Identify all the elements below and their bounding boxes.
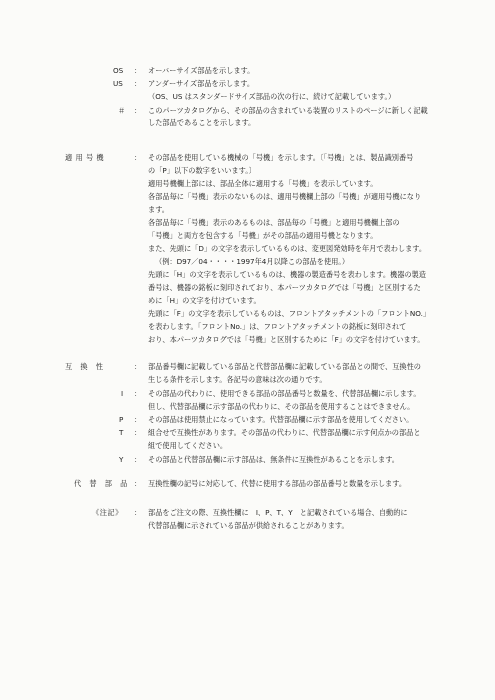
code-i-line: その部品の代わりに、使用できる部品の部品番号と数量を、代替部品欄に示します。 [148, 389, 421, 398]
colon: ： [134, 389, 142, 398]
code-i-line: 但し、代替部品欄に示す部品の代わりに、その部品を使用することはできません。 [148, 402, 415, 411]
us-description: アンダーサイズ部品を示します。 [148, 79, 255, 88]
applicable-unit-line: 適用号機欄上部には、部品全体に適用する「号機」を表示しています。 [148, 179, 378, 188]
colon: ： [134, 106, 142, 115]
colon: ： [134, 479, 142, 488]
applicable-unit-line: その部品を使用している機械の「号機」を示します。〔「号機」とは、製品識別番号 [148, 153, 414, 162]
applicable-unit-line: 先頭に「F」の文字を表示しているものは、フロントアタッチメントの「フロントNO.」 [148, 309, 431, 318]
hash-description-line: このパーツカタログから、その部品の含まれている装置のリストのページに新しく記載 [148, 106, 428, 115]
applicable-unit-line: また、先頭に「D」の文字を表示しているものは、変更図発効時を年月で表わします。 [148, 244, 427, 253]
label-note: 《注記》 [92, 508, 123, 517]
applicable-unit-line: ます。 [148, 205, 169, 214]
colon: ： [134, 415, 142, 424]
note-line: 代替部品欄に示されている部品が供給されることがあります。 [148, 521, 349, 530]
os-us-note: （OS、US はスタンダードサイズ部品の次の行に、続けて記載しています。） [148, 92, 396, 101]
code-os: OS [113, 66, 124, 75]
applicable-unit-line: を表わします。「フロントNo.」は、フロントアタッチメントの銘板に刻印されて [148, 322, 407, 331]
code-t: T [119, 428, 124, 437]
note-line: 部品をご注文の際、互換性欄に I、P、T、Y と記載されている場合、自動的に [148, 508, 408, 517]
applicable-unit-line: 番号は、機器の銘板に刻印されており、本パーツカタログでは「号機」と区別するた [148, 283, 421, 292]
code-hash: ＃ [118, 106, 126, 115]
colon: ： [134, 66, 142, 75]
colon: ： [134, 153, 142, 162]
code-us: US [113, 79, 123, 88]
code-i: I [121, 389, 124, 398]
applicable-unit-line: めに「H」の文字を付けています。 [148, 296, 261, 305]
hash-description-line: した部品であることを示します。 [148, 118, 256, 127]
substitute-parts-line: 互換性欄の記号に対応して、代替に使用する部品の部品番号と数量を示します。 [148, 479, 407, 488]
label-applicable-unit: 適 用 号 機 [65, 153, 105, 162]
os-description: オーバーサイズ部品を示します。 [148, 66, 255, 75]
code-p: P [119, 415, 124, 424]
applicable-unit-line: （例：D97／04・・・・1997年4月以降この部品を使用。） [155, 257, 350, 266]
applicable-unit-line: おり、本パーツカタログでは「号機」と区別するために「F」の文字を付けています。 [148, 335, 425, 344]
applicable-unit-line: 各部品毎に「号機」表示のないものは、適用号機欄上部の「号機」が適用号機になり [148, 192, 422, 201]
colon: ： [134, 362, 142, 371]
applicable-unit-line: 先頭に「H」の文字を表示しているものは、機器の製造番号を表わします。機器の製造 [148, 270, 426, 279]
applicable-unit-line: の「P」以下の数字をいいます。〕 [148, 166, 256, 175]
compatibility-line: 部品番号欄に記載している部品と代替部品欄に記載している部品との間で、互換性の [148, 362, 421, 371]
compatibility-line: 生じる条件を示します。各記号の意味は次の通りです。 [148, 375, 327, 384]
colon: ： [134, 455, 142, 464]
colon: ： [134, 508, 142, 517]
colon: ： [134, 428, 142, 437]
code-y: Y [119, 455, 124, 464]
code-t-line: 組で使用してください。 [148, 441, 228, 450]
code-p-line: その部品は使用禁止になっています。代替部品欄に示す部品を使用してください。 [148, 415, 414, 424]
label-substitute-parts: 代 替 部 品 [74, 479, 128, 488]
applicable-unit-line: 「号機」と両方を包含する「号機」がその部品の適用号機となります。 [148, 231, 378, 240]
applicable-unit-line: 各部品毎に「号機」表示のあるものは、部品毎の「号機」と適用号機欄上部の [148, 218, 400, 227]
code-y-line: その部品と代替部品欄に示す部品は、無条件に互換性があることを示します。 [148, 455, 399, 464]
colon: ： [134, 79, 142, 88]
code-t-line: 組合せで互換性があります。その部品の代わりに、代替部品欄に示す何点かの部品と [148, 428, 421, 437]
label-compatibility: 互 換 性 [65, 362, 104, 371]
